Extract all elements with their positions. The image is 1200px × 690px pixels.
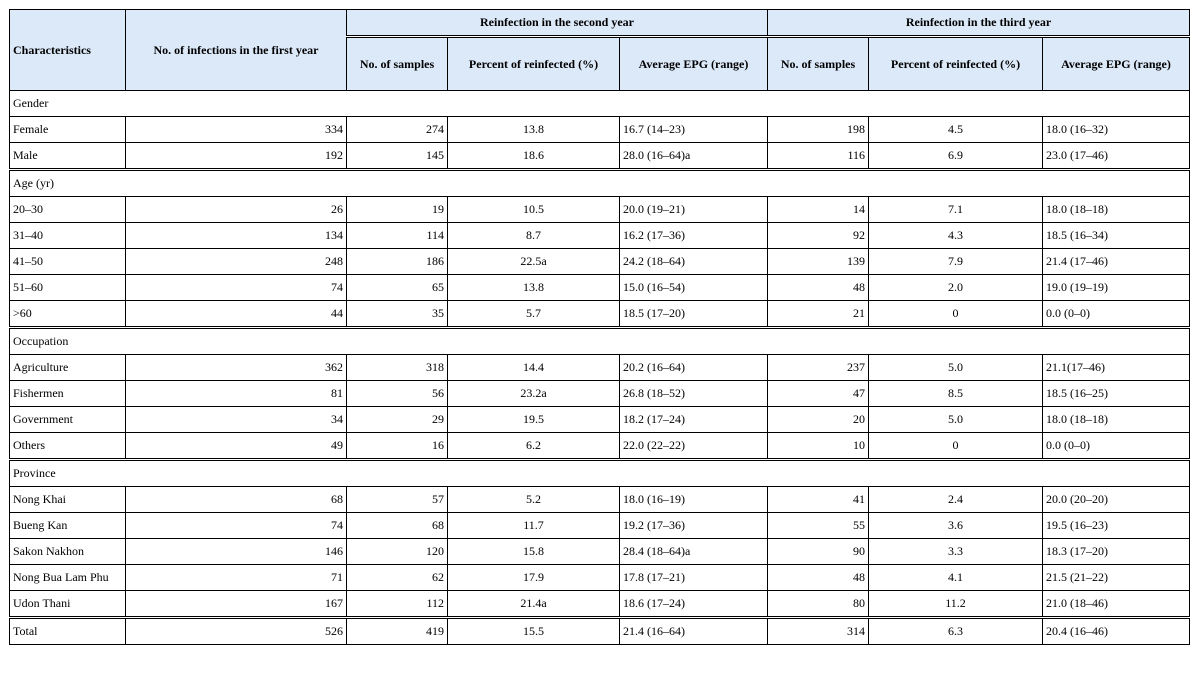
third-year-epg-cell: 0.0 (0–0) <box>1043 301 1190 328</box>
second-year-epg-cell: 18.0 (16–19) <box>620 487 768 513</box>
third-year-percent-cell: 2.0 <box>869 275 1043 301</box>
first-year-count-cell: 81 <box>126 381 347 407</box>
third-year-percent-cell: 7.9 <box>869 249 1043 275</box>
third-year-epg-cell: 0.0 (0–0) <box>1043 433 1190 460</box>
third-year-percent-cell: 5.0 <box>869 355 1043 381</box>
section-title: Gender <box>10 91 1190 117</box>
second-year-samples-cell: 186 <box>347 249 448 275</box>
section-header-row <box>10 328 1190 355</box>
first-year-count-cell: 74 <box>126 275 347 301</box>
second-year-percent-cell: 13.8 <box>448 275 620 301</box>
second-year-samples-cell: 29 <box>347 407 448 433</box>
second-year-epg-cell: 18.2 (17–24) <box>620 407 768 433</box>
second-year-samples-cell: 114 <box>347 223 448 249</box>
second-year-samples-cell: 19 <box>347 197 448 223</box>
second-year-percent-cell: 5.7 <box>448 301 620 328</box>
second-year-percent-cell: 11.7 <box>448 513 620 539</box>
third-year-percent-cell: 8.5 <box>869 381 1043 407</box>
characteristic-cell: Udon Thani <box>10 591 126 618</box>
table-row <box>10 381 1190 407</box>
first-year-count-cell: 44 <box>126 301 347 328</box>
first-year-count-cell: 74 <box>126 513 347 539</box>
characteristic-cell: Bueng Kan <box>10 513 126 539</box>
third-year-percent-cell: 3.6 <box>869 513 1043 539</box>
third-year-samples-cell: 10 <box>768 433 869 460</box>
characteristic-cell: 51–60 <box>10 275 126 301</box>
header-second-no-samples: No. of samples <box>347 37 448 91</box>
third-year-percent-cell: 6.9 <box>869 143 1043 170</box>
third-year-epg-cell: 19.5 (16–23) <box>1043 513 1190 539</box>
third-year-samples-cell: 139 <box>768 249 869 275</box>
third-year-epg-cell: 21.0 (18–46) <box>1043 591 1190 618</box>
second-year-percent-cell: 10.5 <box>448 197 620 223</box>
second-year-samples-cell: 68 <box>347 513 448 539</box>
third-year-epg-cell: 23.0 (17–46) <box>1043 143 1190 170</box>
reinfection-table <box>9 9 1190 645</box>
second-year-percent-cell: 13.8 <box>448 117 620 143</box>
header-third-epg: Average EPG (range) <box>1043 37 1190 91</box>
characteristic-cell: Nong Bua Lam Phu <box>10 565 126 591</box>
second-year-epg-cell: 16.2 (17–36) <box>620 223 768 249</box>
third-year-percent-cell: 5.0 <box>869 407 1043 433</box>
second-year-percent-cell: 18.6 <box>448 143 620 170</box>
third-year-percent-cell: 4.3 <box>869 223 1043 249</box>
header-third-year-group: Reinfection in the third year <box>768 10 1190 37</box>
table-row <box>10 197 1190 223</box>
second-year-percent-cell: 17.9 <box>448 565 620 591</box>
third-year-epg-cell: 18.0 (16–32) <box>1043 117 1190 143</box>
second-year-percent-cell: 23.2a <box>448 381 620 407</box>
header-characteristics: Characteristics <box>10 10 126 91</box>
characteristic-cell: Sakon Nakhon <box>10 539 126 565</box>
first-year-count-cell: 167 <box>126 591 347 618</box>
section-header-row <box>10 170 1190 197</box>
header-third-no-samples: No. of samples <box>768 37 869 91</box>
total-first-year-count-cell: 526 <box>126 618 347 645</box>
table-row <box>10 275 1190 301</box>
second-year-epg-cell: 24.2 (18–64) <box>620 249 768 275</box>
third-year-samples-cell: 198 <box>768 117 869 143</box>
section-header-row <box>10 460 1190 487</box>
total-second-year-percent-cell: 15.5 <box>448 618 620 645</box>
characteristic-cell: Fishermen <box>10 381 126 407</box>
third-year-percent-cell: 11.2 <box>869 591 1043 618</box>
first-year-count-cell: 34 <box>126 407 347 433</box>
second-year-percent-cell: 8.7 <box>448 223 620 249</box>
characteristic-cell: >60 <box>10 301 126 328</box>
table-row <box>10 513 1190 539</box>
header-third-percent: Percent of reinfected (%) <box>869 37 1043 91</box>
characteristic-cell: Government <box>10 407 126 433</box>
third-year-samples-cell: 41 <box>768 487 869 513</box>
second-year-percent-cell: 21.4a <box>448 591 620 618</box>
second-year-samples-cell: 318 <box>347 355 448 381</box>
section-header-row <box>10 91 1190 117</box>
characteristic-cell: Female <box>10 117 126 143</box>
table-row <box>10 117 1190 143</box>
first-year-count-cell: 334 <box>126 117 347 143</box>
third-year-samples-cell: 48 <box>768 565 869 591</box>
total-third-year-percent-cell: 6.3 <box>869 618 1043 645</box>
second-year-epg-cell: 20.0 (19–21) <box>620 197 768 223</box>
characteristic-cell: Agriculture <box>10 355 126 381</box>
table-row <box>10 407 1190 433</box>
table-row <box>10 301 1190 328</box>
third-year-epg-cell: 21.5 (21–22) <box>1043 565 1190 591</box>
third-year-samples-cell: 55 <box>768 513 869 539</box>
third-year-epg-cell: 18.0 (18–18) <box>1043 407 1190 433</box>
third-year-percent-cell: 4.1 <box>869 565 1043 591</box>
second-year-samples-cell: 56 <box>347 381 448 407</box>
second-year-epg-cell: 18.5 (17–20) <box>620 301 768 328</box>
third-year-epg-cell: 18.3 (17–20) <box>1043 539 1190 565</box>
first-year-count-cell: 146 <box>126 539 347 565</box>
third-year-percent-cell: 3.3 <box>869 539 1043 565</box>
table-row <box>10 355 1190 381</box>
table-row <box>10 143 1190 170</box>
first-year-count-cell: 362 <box>126 355 347 381</box>
total-second-year-epg-cell: 21.4 (16–64) <box>620 618 768 645</box>
characteristic-cell: 41–50 <box>10 249 126 275</box>
third-year-samples-cell: 92 <box>768 223 869 249</box>
first-year-count-cell: 49 <box>126 433 347 460</box>
section-title: Province <box>10 460 1190 487</box>
table-row <box>10 539 1190 565</box>
third-year-epg-cell: 21.4 (17–46) <box>1043 249 1190 275</box>
table-row <box>10 565 1190 591</box>
first-year-count-cell: 68 <box>126 487 347 513</box>
first-year-count-cell: 192 <box>126 143 347 170</box>
characteristic-cell: Nong Khai <box>10 487 126 513</box>
second-year-samples-cell: 57 <box>347 487 448 513</box>
second-year-percent-cell: 22.5a <box>448 249 620 275</box>
total-third-year-samples-cell: 314 <box>768 618 869 645</box>
third-year-samples-cell: 14 <box>768 197 869 223</box>
third-year-percent-cell: 0 <box>869 433 1043 460</box>
second-year-epg-cell: 15.0 (16–54) <box>620 275 768 301</box>
table-row <box>10 223 1190 249</box>
total-characteristic-cell: Total <box>10 618 126 645</box>
table-row <box>10 249 1190 275</box>
second-year-epg-cell: 28.0 (16–64)a <box>620 143 768 170</box>
third-year-epg-cell: 20.0 (20–20) <box>1043 487 1190 513</box>
second-year-epg-cell: 28.4 (18–64)a <box>620 539 768 565</box>
second-year-epg-cell: 19.2 (17–36) <box>620 513 768 539</box>
characteristic-cell: Others <box>10 433 126 460</box>
table-row <box>10 433 1190 460</box>
third-year-epg-cell: 18.5 (16–34) <box>1043 223 1190 249</box>
third-year-samples-cell: 80 <box>768 591 869 618</box>
total-row <box>10 618 1190 645</box>
second-year-percent-cell: 19.5 <box>448 407 620 433</box>
header-second-percent: Percent of reinfected (%) <box>448 37 620 91</box>
second-year-samples-cell: 145 <box>347 143 448 170</box>
third-year-epg-cell: 18.5 (16–25) <box>1043 381 1190 407</box>
third-year-epg-cell: 19.0 (19–19) <box>1043 275 1190 301</box>
total-third-year-epg-cell: 20.4 (16–46) <box>1043 618 1190 645</box>
third-year-samples-cell: 48 <box>768 275 869 301</box>
second-year-epg-cell: 22.0 (22–22) <box>620 433 768 460</box>
second-year-percent-cell: 15.8 <box>448 539 620 565</box>
first-year-count-cell: 71 <box>126 565 347 591</box>
table-container <box>9 9 1190 645</box>
header-second-epg: Average EPG (range) <box>620 37 768 91</box>
characteristic-cell: 31–40 <box>10 223 126 249</box>
third-year-epg-cell: 21.1(17–46) <box>1043 355 1190 381</box>
third-year-samples-cell: 20 <box>768 407 869 433</box>
second-year-samples-cell: 16 <box>347 433 448 460</box>
characteristic-cell: Male <box>10 143 126 170</box>
second-year-samples-cell: 274 <box>347 117 448 143</box>
table-row <box>10 591 1190 618</box>
second-year-samples-cell: 112 <box>347 591 448 618</box>
section-title: Age (yr) <box>10 170 1190 197</box>
table-row <box>10 487 1190 513</box>
header-first-year: No. of infections in the first year <box>126 10 347 91</box>
third-year-percent-cell: 0 <box>869 301 1043 328</box>
characteristic-cell: 20–30 <box>10 197 126 223</box>
third-year-samples-cell: 47 <box>768 381 869 407</box>
first-year-count-cell: 134 <box>126 223 347 249</box>
second-year-samples-cell: 35 <box>347 301 448 328</box>
second-year-samples-cell: 120 <box>347 539 448 565</box>
second-year-epg-cell: 16.7 (14–23) <box>620 117 768 143</box>
second-year-samples-cell: 62 <box>347 565 448 591</box>
second-year-samples-cell: 65 <box>347 275 448 301</box>
first-year-count-cell: 248 <box>126 249 347 275</box>
section-title: Occupation <box>10 328 1190 355</box>
third-year-percent-cell: 7.1 <box>869 197 1043 223</box>
third-year-samples-cell: 237 <box>768 355 869 381</box>
table-body <box>10 91 1190 645</box>
second-year-percent-cell: 14.4 <box>448 355 620 381</box>
second-year-percent-cell: 5.2 <box>448 487 620 513</box>
third-year-samples-cell: 21 <box>768 301 869 328</box>
header-second-year-group: Reinfection in the second year <box>347 10 768 37</box>
second-year-epg-cell: 26.8 (18–52) <box>620 381 768 407</box>
third-year-percent-cell: 4.5 <box>869 117 1043 143</box>
second-year-epg-cell: 17.8 (17–21) <box>620 565 768 591</box>
second-year-epg-cell: 18.6 (17–24) <box>620 591 768 618</box>
third-year-percent-cell: 2.4 <box>869 487 1043 513</box>
third-year-samples-cell: 90 <box>768 539 869 565</box>
total-second-year-samples-cell: 419 <box>347 618 448 645</box>
first-year-count-cell: 26 <box>126 197 347 223</box>
third-year-epg-cell: 18.0 (18–18) <box>1043 197 1190 223</box>
second-year-percent-cell: 6.2 <box>448 433 620 460</box>
third-year-samples-cell: 116 <box>768 143 869 170</box>
second-year-epg-cell: 20.2 (16–64) <box>620 355 768 381</box>
